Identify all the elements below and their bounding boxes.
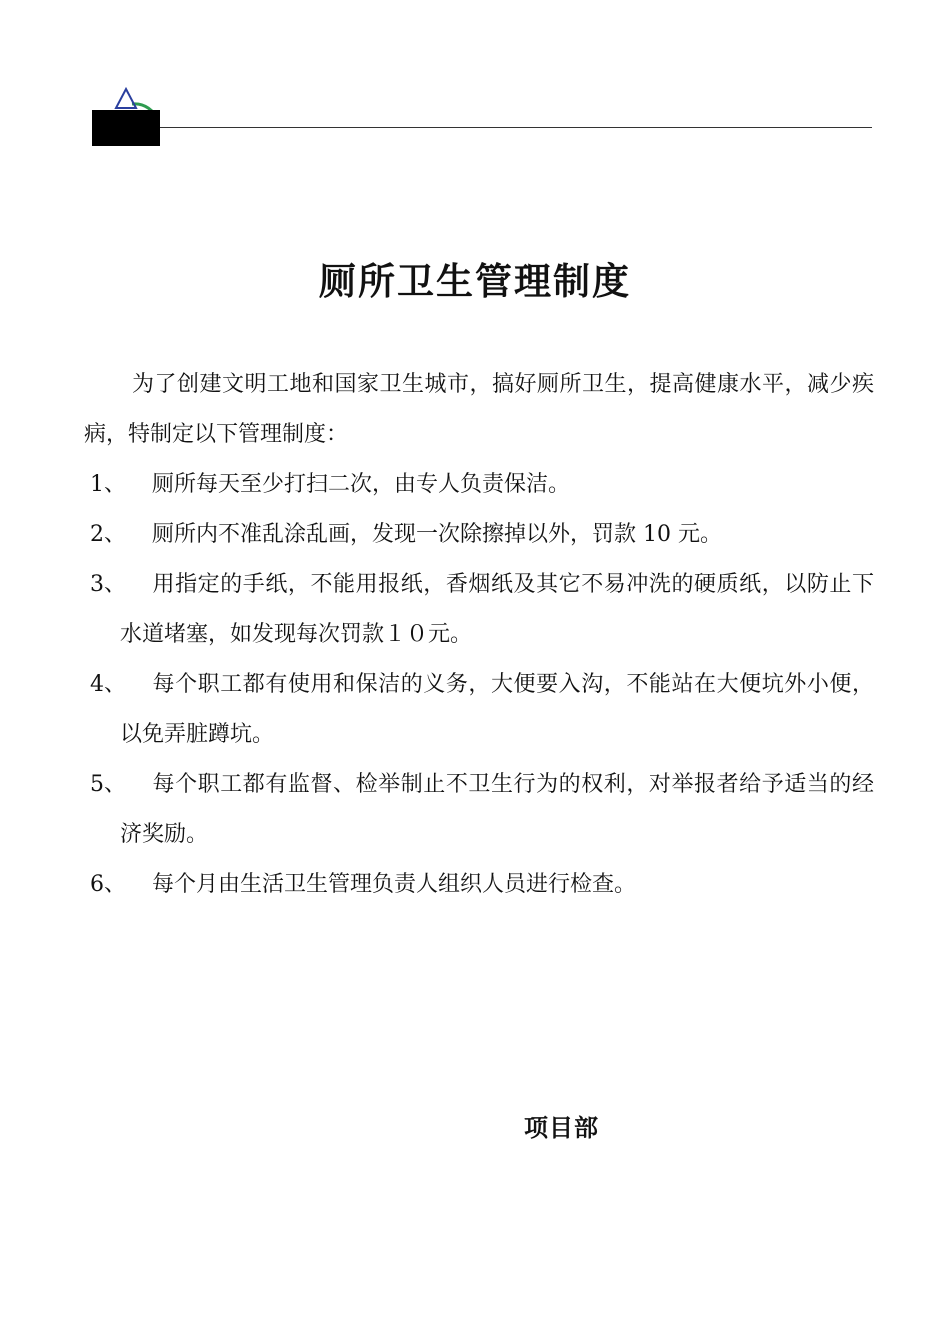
rule-item [84, 660, 874, 760]
rules-list [84, 460, 874, 910]
rule-number: 1、 [90, 472, 126, 497]
header-divider [92, 127, 872, 128]
rule-item [84, 760, 874, 860]
intro-paragraph: 为了创建文明工地和国家卫生城市，搞好厕所卫生，提高健康水平，减少疾病，特制定以下管理制度： [84, 372, 874, 447]
rule-text: 用指定的手纸，不能用报纸，香烟纸及其它不易冲洗的硬质纸，以防止下水道堵塞，如发现每次罚款１０元。 [120, 572, 874, 647]
rule-text: 厕所每天至少打扫二次，由专人负责保洁。 [152, 472, 571, 497]
rule-number: 6、 [90, 872, 126, 897]
rule-text: 每个职工都有监督、检举制止不卫生行为的权利，对举报者给予适当的经济奖励。 [120, 772, 874, 847]
rule-number: 2、 [90, 522, 126, 547]
rule-text: 厕所内不准乱涂乱画，发现一次除擦掉以外，罚款 10 元。 [152, 522, 722, 547]
rule-number: 5、 [90, 772, 126, 797]
document-body [84, 360, 874, 910]
rule-text: 每个月由生活卫生管理负责人组织人员进行检查。 [152, 872, 637, 897]
rule-number: 3、 [90, 572, 126, 597]
rule-item [84, 460, 874, 510]
rule-item [84, 510, 874, 560]
rule-item [84, 560, 874, 660]
signature-department: 项目部 [524, 1113, 599, 1142]
rule-text: 每个职工都有使用和保洁的义务，大便要入沟，不能站在大便坑外小便，以免弄脏蹲坑。 [120, 672, 874, 747]
document-title: 厕所卫生管理制度 [319, 258, 631, 303]
company-logo-icon [92, 86, 162, 148]
rule-number: 4、 [90, 672, 126, 697]
rule-item [84, 860, 874, 910]
